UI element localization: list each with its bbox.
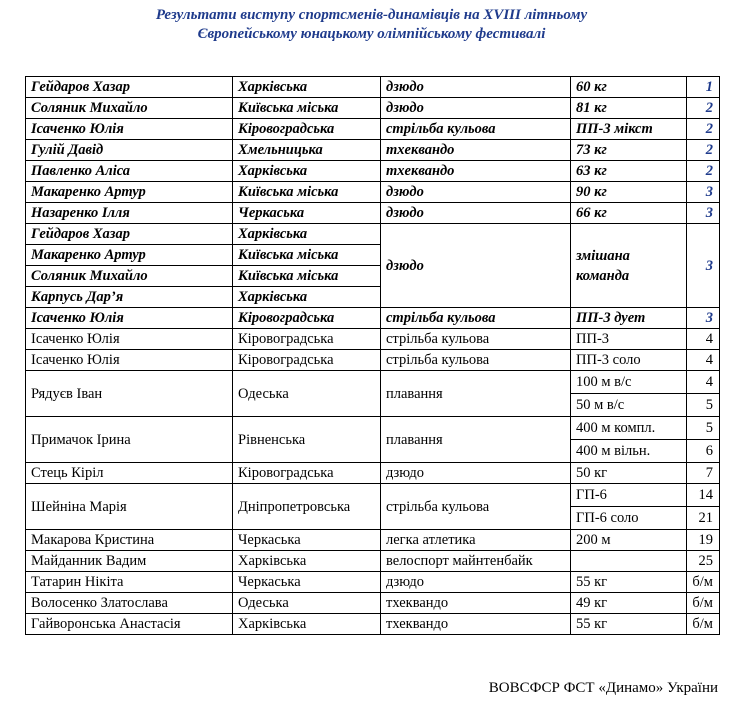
athlete-place: 3 (687, 308, 720, 329)
athlete-sport: тхеквандо (381, 593, 571, 614)
athlete-sport: дзюдо (381, 98, 571, 119)
table-row (26, 350, 720, 371)
athlete-place: 5 (705, 420, 713, 436)
athlete-places (687, 417, 720, 463)
athlete-name: Рядуєв Іван (26, 371, 233, 417)
athlete-name: Макарова Кристина (26, 530, 233, 551)
athlete-sport: дзюдо (381, 77, 571, 98)
athlete-region: Кіровоградська (233, 329, 381, 350)
athlete-sport: дзюдо (381, 182, 571, 203)
team-member-region: Київська міська (233, 245, 381, 266)
athlete-category: 400 м компл. (576, 420, 656, 436)
athlete-region: Рівненська (233, 417, 381, 463)
document-title (0, 6, 743, 44)
athlete-category: 66 кг (571, 203, 687, 224)
athlete-sport: тхеквандо (381, 614, 571, 635)
title-line-1: Результати виступу спортсменів-динамівців на XVIII літньому (155, 7, 588, 23)
table-row (26, 98, 720, 119)
athlete-places (687, 371, 720, 417)
athlete-name: Гулій Давід (26, 140, 233, 161)
team-sport: дзюдо (381, 224, 571, 308)
athlete-category: 90 кг (571, 182, 687, 203)
athlete-name: Татарин Нікіта (26, 572, 233, 593)
team-place: 3 (687, 224, 720, 308)
athlete-region: Кіровоградська (233, 308, 381, 329)
athlete-place: 2 (687, 98, 720, 119)
table-row (26, 77, 720, 98)
team-member-region: Харківська (233, 287, 381, 308)
athlete-place: 19 (687, 530, 720, 551)
athlete-place: 2 (687, 140, 720, 161)
athlete-places (687, 484, 720, 530)
athlete-category: 73 кг (571, 140, 687, 161)
team-member-region: Харківська (233, 224, 381, 245)
team-member-name: Карпусь Дар’я (26, 287, 233, 308)
athlete-name: Волосенко Златослава (26, 593, 233, 614)
athlete-name: Соляник Михайло (26, 98, 233, 119)
athlete-region: Кіровоградська (233, 350, 381, 371)
athlete-sport: легка атлетика (381, 530, 571, 551)
athlete-region: Одеська (233, 593, 381, 614)
team-member-region: Київська міська (233, 266, 381, 287)
athlete-category: ПП-3 (571, 329, 687, 350)
athlete-place: 14 (698, 487, 713, 503)
athlete-category: 200 м (571, 530, 687, 551)
footer-organization: ВОВСФСР ФСТ «Динамо» України (488, 680, 718, 696)
team-member-name: Макаренко Артур (26, 245, 233, 266)
athlete-region: Кіровоградська (233, 463, 381, 484)
athlete-category: 60 кг (571, 77, 687, 98)
athlete-region: Київська міська (233, 182, 381, 203)
athlete-name: Назаренко Ілля (26, 203, 233, 224)
table-row (26, 329, 720, 350)
athlete-place: 4 (705, 374, 713, 390)
athlete-category: ПП-3 соло (571, 350, 687, 371)
athlete-region: Дніпропетровська (233, 484, 381, 530)
athlete-place: 3 (687, 203, 720, 224)
athlete-categories (571, 371, 687, 417)
table-row (26, 203, 720, 224)
athlete-region: Харківська (233, 614, 381, 635)
athlete-sport: плавання (381, 417, 571, 463)
table-row (26, 463, 720, 484)
athlete-name: Макаренко Артур (26, 182, 233, 203)
table-row (26, 484, 720, 530)
athlete-category (571, 551, 687, 572)
athlete-region: Хмельницька (233, 140, 381, 161)
athlete-category: ПП-3 дует (571, 308, 687, 329)
athlete-category: ГП-6 соло (571, 506, 686, 529)
athlete-place: 4 (687, 329, 720, 350)
table-row (26, 308, 720, 329)
athlete-place: 25 (687, 551, 720, 572)
athlete-category: ПП-3 мікст (571, 119, 687, 140)
athlete-name: Майданник Вадим (26, 551, 233, 572)
athlete-place: б/м (687, 593, 720, 614)
athlete-category: 49 кг (571, 593, 687, 614)
athlete-place: 4 (687, 350, 720, 371)
athlete-categories (571, 484, 687, 530)
athlete-category: 100 м в/с (576, 374, 632, 390)
athlete-name: Ісаченко Юлія (26, 329, 233, 350)
athlete-sport: велоспорт майнтенбайк (381, 551, 571, 572)
table-row (26, 572, 720, 593)
table-row (26, 551, 720, 572)
athlete-name: Примачок Ірина (26, 417, 233, 463)
athlete-region: Черкаська (233, 203, 381, 224)
table-row (26, 140, 720, 161)
athlete-place: 1 (687, 77, 720, 98)
table-row (26, 161, 720, 182)
athlete-region: Харківська (233, 551, 381, 572)
athlete-sport: тхеквандо (381, 161, 571, 182)
athlete-region: Харківська (233, 77, 381, 98)
team-category: змішана команда (571, 224, 687, 308)
athlete-sport: стрільба кульова (381, 119, 571, 140)
athlete-sport: стрільба кульова (381, 484, 571, 530)
athlete-name: Ісаченко Юлія (26, 308, 233, 329)
athlete-name: Ісаченко Юлія (26, 350, 233, 371)
athlete-sport: стрільба кульова (381, 350, 571, 371)
athlete-name: Гайворонська Анастасія (26, 614, 233, 635)
athlete-region: Кіровоградська (233, 119, 381, 140)
athlete-category: 400 м вільн. (571, 439, 686, 462)
athlete-category: ГП-6 (576, 487, 607, 503)
athlete-place: б/м (687, 614, 720, 635)
athlete-name: Павленко Аліса (26, 161, 233, 182)
athlete-category: 50 кг (571, 463, 687, 484)
athlete-name: Стець Кіріл (26, 463, 233, 484)
athlete-place: 2 (687, 161, 720, 182)
results-table (25, 76, 720, 635)
table-row (26, 417, 720, 463)
athlete-region: Одеська (233, 371, 381, 417)
team-member-name: Соляник Михайло (26, 266, 233, 287)
athlete-category: 81 кг (571, 98, 687, 119)
team-member-name: Гейдаров Хазар (26, 224, 233, 245)
athlete-category: 55 кг (571, 614, 687, 635)
table-row (26, 182, 720, 203)
athlete-sport: дзюдо (381, 463, 571, 484)
table-row (26, 593, 720, 614)
athlete-place: 2 (687, 119, 720, 140)
athlete-place: 3 (687, 182, 720, 203)
athlete-sport: стрільба кульова (381, 308, 571, 329)
athlete-sport: стрільба кульова (381, 329, 571, 350)
athlete-place: 5 (687, 393, 719, 416)
athlete-category: 63 кг (571, 161, 687, 182)
table-row (26, 371, 720, 417)
athlete-sport: дзюдо (381, 572, 571, 593)
athlete-name: Гейдаров Хазар (26, 77, 233, 98)
athlete-category: 50 м в/с (571, 393, 686, 416)
athlete-sport: дзюдо (381, 203, 571, 224)
athlete-place: 21 (687, 506, 719, 529)
athlete-region: Черкаська (233, 572, 381, 593)
athlete-sport: плавання (381, 371, 571, 417)
table-row (26, 119, 720, 140)
athlete-category: 55 кг (571, 572, 687, 593)
athlete-categories (571, 417, 687, 463)
athlete-name: Шейніна Марія (26, 484, 233, 530)
athlete-place: 7 (687, 463, 720, 484)
table-row (26, 614, 720, 635)
athlete-sport: тхеквандо (381, 140, 571, 161)
athlete-place: б/м (687, 572, 720, 593)
table-row (26, 530, 720, 551)
athlete-region: Черкаська (233, 530, 381, 551)
athlete-region: Київська міська (233, 98, 381, 119)
athlete-place: 6 (687, 439, 719, 462)
athlete-name: Ісаченко Юлія (26, 119, 233, 140)
athlete-region: Харківська (233, 161, 381, 182)
title-line-2: Європейському юнацькому олімпійському фестивалі (197, 26, 546, 42)
team-row (26, 224, 720, 245)
